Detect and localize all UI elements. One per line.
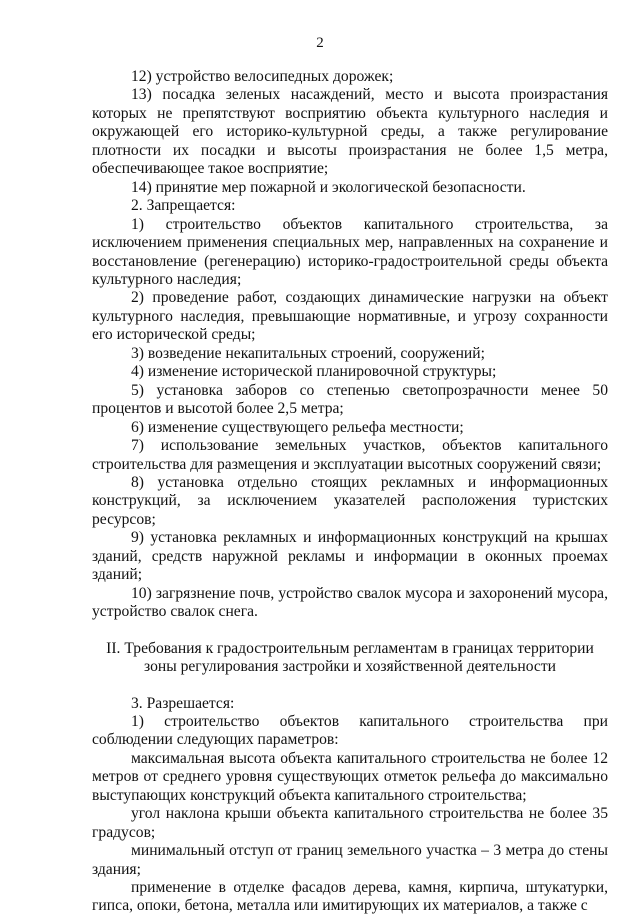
section-heading-line-1: II. Требования к градостроительным регламентам в границах территории bbox=[106, 639, 594, 657]
parameter-roof-angle: угол наклона крыши объекта капитального строительства не более 35 градусов; bbox=[92, 805, 608, 841]
paragraph-item-14: 14) принятие мер пожарной и экологической безопасности. bbox=[131, 178, 526, 196]
prohibition-item-4: 4) изменение исторической планировочной структуры; bbox=[131, 363, 497, 381]
prohibition-item-3: 3) возведение некапитальных строений, сооружений; bbox=[131, 344, 485, 362]
prohibition-item-7: 7) использование земельных участков, объектов капитального строительства для размещения и эксплуатации высотных сооружений связи; bbox=[92, 437, 608, 473]
prohibition-item-8: 8) установка отдельно стоящих рекламных и информационных конструкций, за исключением указателей расположения туристских ресурсов; bbox=[92, 473, 608, 528]
prohibition-item-2: 2) проведение работ, создающих динамические нагрузки на объект культурного наследия, превышающие нормативные, и угрозу сохранности его исторической среды; bbox=[92, 289, 608, 344]
paragraph-item-13: 13) посадка зеленых насаждений, место и высота произрастания которых не препятствуют восприятию объекта культурного наследия и окружающей его историко-культурной среды, а также регулирование плотности их посадки и высоты произрастания не более 1,5 метра, обеспечивающее такое восприятие; bbox=[92, 86, 608, 178]
prohibition-item-6: 6) изменение существующего рельефа местности; bbox=[131, 418, 464, 436]
parameter-min-setback: минимальный отступ от границ земельного участка – 3 метра до стены здания; bbox=[92, 842, 608, 878]
parameter-max-height: максимальная высота объекта капитального строительства не более 12 метров от среднего уровня существующих отметок рельефа до максимально выступающих конструкций объекта капитального строительства; bbox=[92, 749, 608, 804]
prohibition-item-9: 9) установка рекламных и информационных конструкций на крышах зданий, средств наружной рекламы и информации в оконных проемах зданий; bbox=[92, 529, 608, 584]
section-heading-line-2: зоны регулирования застройки и хозяйственной деятельности bbox=[144, 658, 556, 676]
parameter-facade-materials: применение в отделке фасадов дерева, камня, кирпича, штукатурки, гипса, опоки, бетона, металла или имитирующих их материалов, а также с bbox=[92, 879, 608, 915]
prohibition-item-1: 1) строительство объектов капитального строительства, за исключением применения специальных мер, направленных на сохранение и восстановление (регенерацию) историко-градостроительной среды объекта культурного наследия; bbox=[92, 215, 608, 288]
prohibition-item-5: 5) установка заборов со степенью светопрозрачности менее 50 процентов и высотой более 2,5 метра; bbox=[92, 381, 608, 418]
section-heading bbox=[92, 640, 608, 677]
paragraph-item-12: 12) устройство велосипедных дорожек; bbox=[131, 68, 394, 85]
clause-2-heading: 2. Запрещается: bbox=[131, 197, 236, 215]
document-body bbox=[92, 68, 608, 916]
page-number: 2 bbox=[316, 35, 324, 51]
spacer bbox=[92, 677, 608, 695]
clause-3-heading: 3. Разрешается: bbox=[131, 694, 235, 712]
prohibition-item-10: 10) загрязнение почв, устройство свалок мусора и захоронений мусора, устройство свалок снега. bbox=[92, 584, 608, 621]
spacer bbox=[92, 622, 608, 640]
permission-item-1: 1) строительство объектов капитального строительства при соблюдении следующих параметров: bbox=[92, 712, 608, 749]
